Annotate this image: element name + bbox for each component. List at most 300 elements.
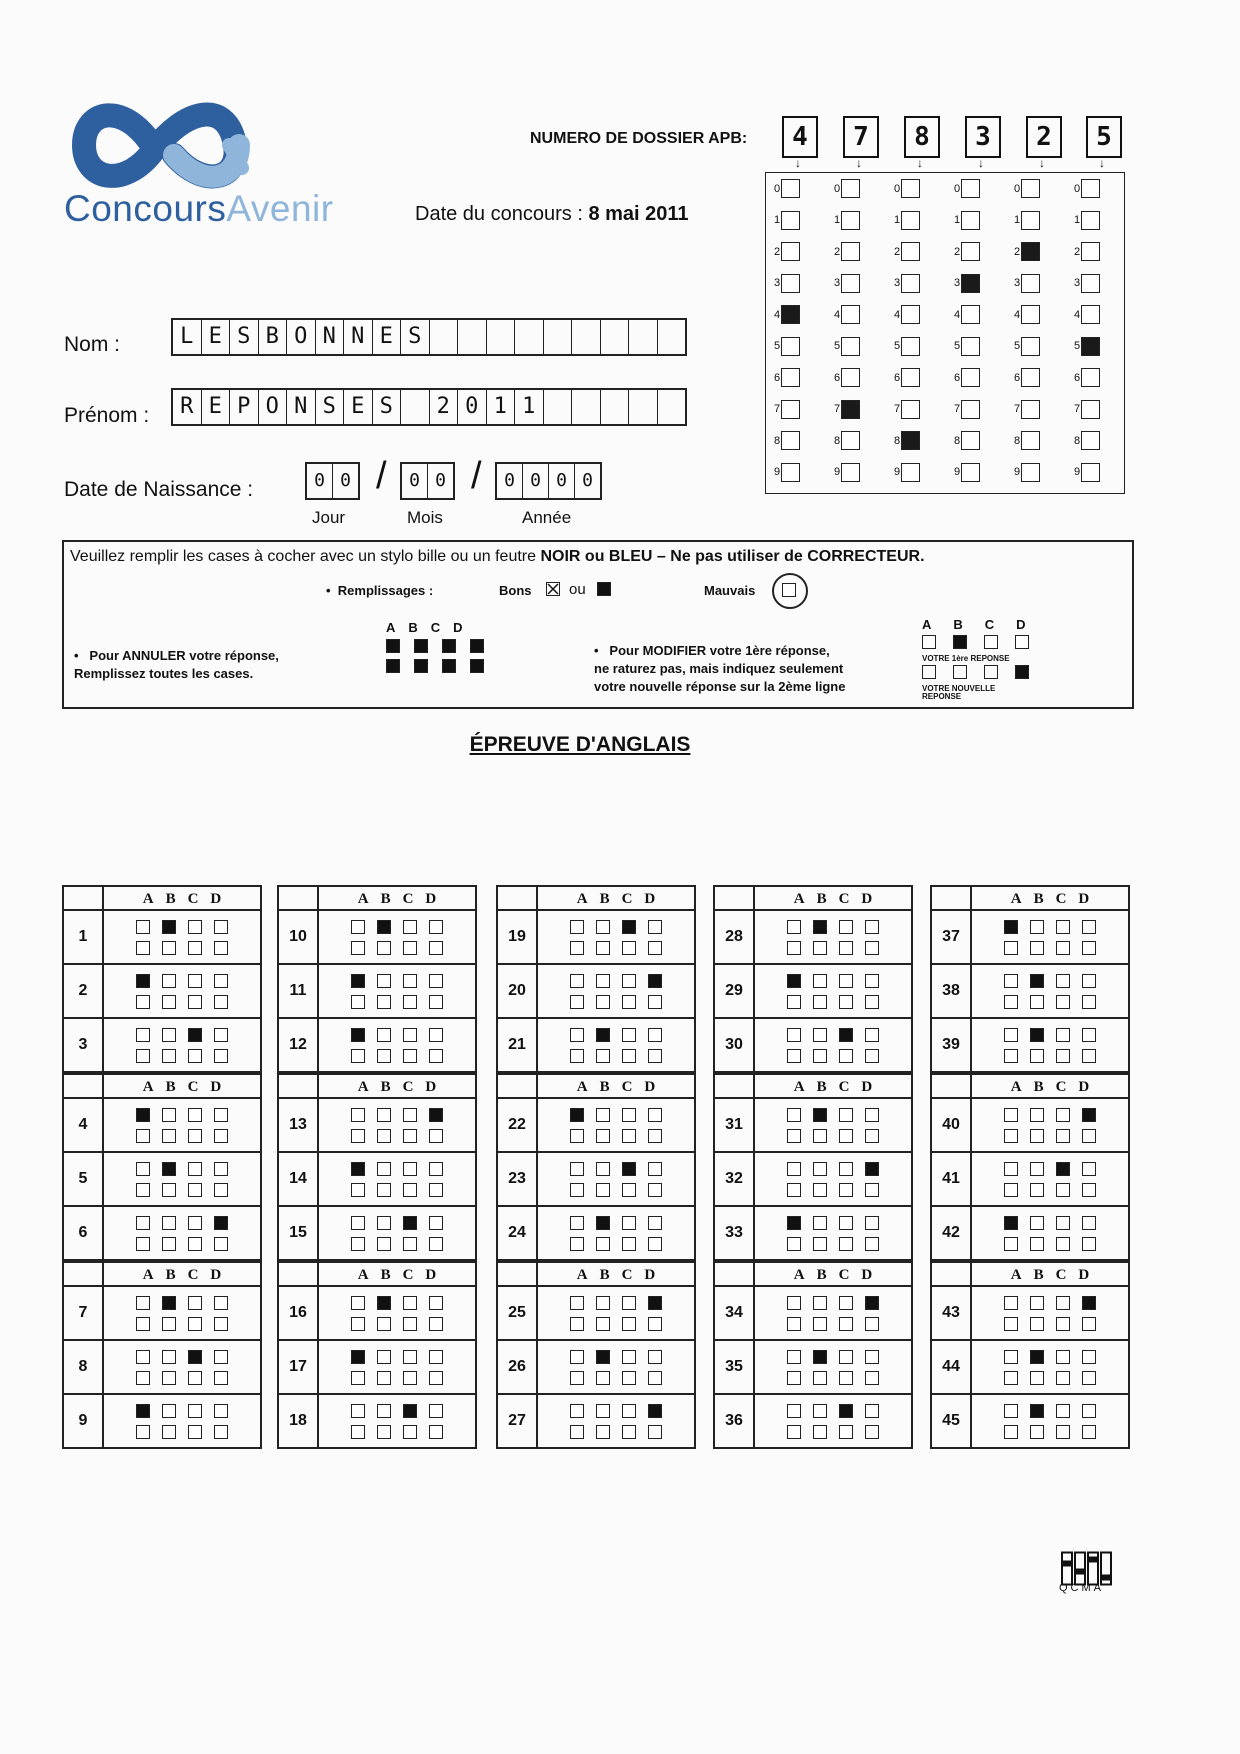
answer-checkbox[interactable]	[188, 1404, 202, 1418]
answer-checkbox[interactable]	[570, 1183, 584, 1197]
answer-checkbox[interactable]	[1030, 1371, 1044, 1385]
answer-checkbox[interactable]	[351, 1425, 365, 1439]
char-box[interactable]: 0	[402, 464, 428, 498]
answer-checkbox[interactable]	[1082, 941, 1096, 955]
answer-checkbox[interactable]	[1056, 1237, 1070, 1251]
answer-checkbox[interactable]	[596, 1183, 610, 1197]
answer-checkbox[interactable]	[1004, 974, 1018, 988]
apb-checkbox[interactable]	[781, 400, 800, 419]
apb-checkbox[interactable]	[1021, 431, 1040, 450]
answer-checkbox[interactable]	[188, 1317, 202, 1331]
answer-checkbox[interactable]	[570, 1296, 584, 1310]
char-box[interactable]: S	[401, 320, 430, 354]
answer-checkbox[interactable]	[1030, 1296, 1044, 1310]
apb-checkbox[interactable]	[1021, 305, 1040, 324]
apb-checkbox[interactable]	[1081, 179, 1100, 198]
answer-checkbox[interactable]	[622, 1371, 636, 1385]
answer-checkbox[interactable]	[596, 920, 610, 934]
answer-checkbox[interactable]	[351, 1108, 365, 1122]
answer-checkbox[interactable]	[377, 1108, 391, 1122]
answer-checkbox[interactable]	[377, 1350, 391, 1364]
answer-checkbox[interactable]	[377, 1404, 391, 1418]
char-box[interactable]: E	[373, 320, 402, 354]
answer-checkbox[interactable]	[570, 1049, 584, 1063]
answer-checkbox[interactable]	[1004, 1028, 1018, 1042]
apb-bubble[interactable]	[1074, 431, 1100, 450]
answer-checkbox[interactable]	[813, 1404, 827, 1418]
char-box[interactable]	[401, 390, 430, 424]
apb-checkbox[interactable]	[1081, 242, 1100, 261]
answer-checkbox[interactable]	[596, 1425, 610, 1439]
answer-checkbox[interactable]	[1030, 1129, 1044, 1143]
answer-checkbox[interactable]	[622, 1049, 636, 1063]
answer-checkbox[interactable]	[648, 1425, 662, 1439]
answer-checkbox[interactable]	[1030, 920, 1044, 934]
answer-checkbox[interactable]	[648, 1216, 662, 1230]
answer-checkbox[interactable]	[1082, 974, 1096, 988]
answer-checkbox[interactable]	[1082, 1425, 1096, 1439]
answer-checkbox[interactable]	[351, 1183, 365, 1197]
answer-checkbox[interactable]	[162, 1371, 176, 1385]
answer-checkbox[interactable]	[865, 1216, 879, 1230]
answer-checkbox[interactable]	[813, 995, 827, 1009]
answer-checkbox[interactable]	[214, 1049, 228, 1063]
answer-checkbox[interactable]	[214, 1216, 228, 1230]
apb-checkbox[interactable]	[781, 463, 800, 482]
answer-checkbox[interactable]	[570, 974, 584, 988]
apb-bubble[interactable]	[954, 179, 980, 198]
answer-checkbox[interactable]	[136, 1183, 150, 1197]
answer-checkbox[interactable]	[570, 1350, 584, 1364]
char-box[interactable]: 2	[430, 390, 459, 424]
char-box[interactable]: 0	[523, 464, 549, 498]
apb-bubble[interactable]	[1014, 211, 1040, 230]
answer-checkbox[interactable]	[622, 974, 636, 988]
answer-checkbox[interactable]	[1004, 1404, 1018, 1418]
answer-checkbox[interactable]	[214, 1350, 228, 1364]
answer-checkbox[interactable]	[351, 1049, 365, 1063]
answer-checkbox[interactable]	[648, 1049, 662, 1063]
apb-bubble[interactable]	[1014, 463, 1040, 482]
answer-checkbox[interactable]	[1056, 1371, 1070, 1385]
answer-checkbox[interactable]	[1004, 920, 1018, 934]
apb-checkbox[interactable]	[961, 337, 980, 356]
answer-checkbox[interactable]	[570, 1216, 584, 1230]
answer-checkbox[interactable]	[813, 974, 827, 988]
answer-checkbox[interactable]	[162, 1296, 176, 1310]
apb-bubble[interactable]	[774, 305, 800, 324]
answer-checkbox[interactable]	[570, 995, 584, 1009]
answer-checkbox[interactable]	[648, 920, 662, 934]
answer-checkbox[interactable]	[162, 1237, 176, 1251]
answer-checkbox[interactable]	[403, 1129, 417, 1143]
answer-checkbox[interactable]	[351, 1404, 365, 1418]
answer-checkbox[interactable]	[429, 1371, 443, 1385]
answer-checkbox[interactable]	[377, 920, 391, 934]
answer-checkbox[interactable]	[214, 1296, 228, 1310]
answer-checkbox[interactable]	[214, 1317, 228, 1331]
answer-checkbox[interactable]	[214, 1183, 228, 1197]
answer-checkbox[interactable]	[1004, 941, 1018, 955]
answer-checkbox[interactable]	[403, 941, 417, 955]
answer-checkbox[interactable]	[570, 1371, 584, 1385]
apb-checkbox[interactable]	[841, 242, 860, 261]
answer-checkbox[interactable]	[865, 941, 879, 955]
answer-checkbox[interactable]	[429, 1183, 443, 1197]
apb-bubble[interactable]	[894, 305, 920, 324]
answer-checkbox[interactable]	[1056, 1425, 1070, 1439]
apb-checkbox[interactable]	[841, 400, 860, 419]
apb-bubble[interactable]	[954, 211, 980, 230]
char-box[interactable]: 0	[497, 464, 523, 498]
answer-checkbox[interactable]	[1082, 1296, 1096, 1310]
answer-checkbox[interactable]	[136, 1296, 150, 1310]
answer-checkbox[interactable]	[839, 1404, 853, 1418]
answer-checkbox[interactable]	[622, 1028, 636, 1042]
answer-checkbox[interactable]	[813, 920, 827, 934]
answer-checkbox[interactable]	[839, 1317, 853, 1331]
answer-checkbox[interactable]	[596, 1216, 610, 1230]
apb-checkbox[interactable]	[1021, 337, 1040, 356]
answer-checkbox[interactable]	[351, 920, 365, 934]
char-box[interactable]: N	[344, 320, 373, 354]
answer-checkbox[interactable]	[1082, 1162, 1096, 1176]
answer-checkbox[interactable]	[1004, 1108, 1018, 1122]
char-box[interactable]	[658, 390, 686, 424]
answer-checkbox[interactable]	[188, 995, 202, 1009]
apb-bubble[interactable]	[894, 337, 920, 356]
answer-checkbox[interactable]	[865, 1183, 879, 1197]
answer-checkbox[interactable]	[865, 1425, 879, 1439]
answer-checkbox[interactable]	[1056, 1317, 1070, 1331]
char-box[interactable]: S	[316, 390, 345, 424]
answer-checkbox[interactable]	[403, 974, 417, 988]
answer-checkbox[interactable]	[839, 941, 853, 955]
answer-checkbox[interactable]	[865, 1371, 879, 1385]
char-box[interactable]	[629, 320, 658, 354]
answer-checkbox[interactable]	[351, 1296, 365, 1310]
apb-bubble[interactable]	[774, 337, 800, 356]
answer-checkbox[interactable]	[570, 1028, 584, 1042]
answer-checkbox[interactable]	[787, 941, 801, 955]
char-box[interactable]: P	[230, 390, 259, 424]
answer-checkbox[interactable]	[622, 1404, 636, 1418]
answer-checkbox[interactable]	[1082, 1028, 1096, 1042]
apb-checkbox[interactable]	[1081, 305, 1100, 324]
char-box[interactable]: 0	[549, 464, 575, 498]
apb-checkbox[interactable]	[961, 211, 980, 230]
answer-checkbox[interactable]	[596, 941, 610, 955]
answer-checkbox[interactable]	[787, 1317, 801, 1331]
apb-checkbox[interactable]	[961, 242, 980, 261]
answer-checkbox[interactable]	[162, 1028, 176, 1042]
answer-checkbox[interactable]	[839, 1183, 853, 1197]
answer-checkbox[interactable]	[1056, 1028, 1070, 1042]
apb-bubble[interactable]	[894, 431, 920, 450]
answer-checkbox[interactable]	[1082, 995, 1096, 1009]
answer-checkbox[interactable]	[188, 1162, 202, 1176]
answer-checkbox[interactable]	[839, 1237, 853, 1251]
answer-checkbox[interactable]	[1030, 1425, 1044, 1439]
answer-checkbox[interactable]	[622, 1425, 636, 1439]
apb-bubble[interactable]	[834, 463, 860, 482]
apb-digit-box[interactable]: 4	[782, 116, 818, 158]
apb-bubble[interactable]	[1014, 431, 1040, 450]
answer-checkbox[interactable]	[1030, 1028, 1044, 1042]
answer-checkbox[interactable]	[351, 941, 365, 955]
answer-checkbox[interactable]	[865, 1162, 879, 1176]
answer-checkbox[interactable]	[188, 1350, 202, 1364]
answer-checkbox[interactable]	[813, 1237, 827, 1251]
answer-checkbox[interactable]	[162, 1404, 176, 1418]
answer-checkbox[interactable]	[1004, 1129, 1018, 1143]
answer-checkbox[interactable]	[1004, 1216, 1018, 1230]
answer-checkbox[interactable]	[570, 920, 584, 934]
char-box[interactable]: N	[287, 390, 316, 424]
apb-checkbox[interactable]	[1081, 337, 1100, 356]
answer-checkbox[interactable]	[813, 1183, 827, 1197]
answer-checkbox[interactable]	[377, 1425, 391, 1439]
apb-bubble[interactable]	[954, 337, 980, 356]
apb-checkbox[interactable]	[841, 337, 860, 356]
apb-bubble[interactable]	[834, 305, 860, 324]
answer-checkbox[interactable]	[839, 974, 853, 988]
answer-checkbox[interactable]	[403, 1183, 417, 1197]
answer-checkbox[interactable]	[1082, 1129, 1096, 1143]
answer-checkbox[interactable]	[429, 1049, 443, 1063]
answer-checkbox[interactable]	[377, 974, 391, 988]
answer-checkbox[interactable]	[1082, 1108, 1096, 1122]
answer-checkbox[interactable]	[596, 1162, 610, 1176]
answer-checkbox[interactable]	[622, 995, 636, 1009]
answer-checkbox[interactable]	[214, 995, 228, 1009]
answer-checkbox[interactable]	[1056, 941, 1070, 955]
char-box[interactable]: E	[202, 390, 231, 424]
answer-checkbox[interactable]	[1004, 1425, 1018, 1439]
answer-checkbox[interactable]	[403, 1350, 417, 1364]
answer-checkbox[interactable]	[136, 1404, 150, 1418]
apb-checkbox[interactable]	[1081, 274, 1100, 293]
answer-checkbox[interactable]	[351, 974, 365, 988]
answer-checkbox[interactable]	[136, 1317, 150, 1331]
answer-checkbox[interactable]	[813, 1317, 827, 1331]
apb-checkbox[interactable]	[841, 179, 860, 198]
answer-checkbox[interactable]	[1056, 920, 1070, 934]
answer-checkbox[interactable]	[1082, 1237, 1096, 1251]
answer-checkbox[interactable]	[188, 1183, 202, 1197]
answer-checkbox[interactable]	[162, 1129, 176, 1143]
answer-checkbox[interactable]	[813, 1371, 827, 1385]
char-box[interactable]	[544, 390, 573, 424]
answer-checkbox[interactable]	[787, 920, 801, 934]
answer-checkbox[interactable]	[648, 974, 662, 988]
apb-checkbox[interactable]	[961, 274, 980, 293]
answer-checkbox[interactable]	[1056, 1183, 1070, 1197]
answer-checkbox[interactable]	[188, 1216, 202, 1230]
apb-bubble[interactable]	[834, 274, 860, 293]
answer-checkbox[interactable]	[429, 1350, 443, 1364]
answer-checkbox[interactable]	[429, 1108, 443, 1122]
char-box[interactable]	[601, 320, 630, 354]
char-box[interactable]: E	[202, 320, 231, 354]
apb-bubble[interactable]	[954, 368, 980, 387]
apb-checkbox[interactable]	[781, 242, 800, 261]
answer-checkbox[interactable]	[787, 1404, 801, 1418]
apb-bubble[interactable]	[894, 400, 920, 419]
apb-bubble[interactable]	[954, 242, 980, 261]
answer-checkbox[interactable]	[1030, 1162, 1044, 1176]
answer-checkbox[interactable]	[865, 1404, 879, 1418]
answer-checkbox[interactable]	[1030, 1108, 1044, 1122]
apb-checkbox[interactable]	[841, 274, 860, 293]
answer-checkbox[interactable]	[648, 941, 662, 955]
answer-checkbox[interactable]	[787, 1350, 801, 1364]
answer-checkbox[interactable]	[1082, 1404, 1096, 1418]
apb-bubble[interactable]	[894, 242, 920, 261]
answer-checkbox[interactable]	[136, 1216, 150, 1230]
answer-checkbox[interactable]	[377, 1049, 391, 1063]
answer-checkbox[interactable]	[865, 1296, 879, 1310]
answer-checkbox[interactable]	[622, 1317, 636, 1331]
answer-checkbox[interactable]	[596, 1028, 610, 1042]
char-box[interactable]: O	[259, 390, 288, 424]
apb-checkbox[interactable]	[901, 274, 920, 293]
answer-checkbox[interactable]	[1030, 995, 1044, 1009]
answer-checkbox[interactable]	[787, 1028, 801, 1042]
char-box[interactable]: O	[287, 320, 316, 354]
answer-checkbox[interactable]	[570, 1404, 584, 1418]
apb-checkbox[interactable]	[781, 211, 800, 230]
apb-checkbox[interactable]	[1021, 400, 1040, 419]
char-box[interactable]: L	[173, 320, 202, 354]
answer-checkbox[interactable]	[403, 1237, 417, 1251]
char-box[interactable]	[572, 320, 601, 354]
char-box[interactable]	[629, 390, 658, 424]
answer-checkbox[interactable]	[648, 1162, 662, 1176]
apb-bubble[interactable]	[894, 463, 920, 482]
apb-bubble[interactable]	[1014, 242, 1040, 261]
apb-checkbox[interactable]	[841, 211, 860, 230]
answer-checkbox[interactable]	[136, 1108, 150, 1122]
answer-checkbox[interactable]	[188, 941, 202, 955]
answer-checkbox[interactable]	[570, 941, 584, 955]
dob-mois-field[interactable]	[400, 462, 455, 500]
answer-checkbox[interactable]	[648, 1350, 662, 1364]
answer-checkbox[interactable]	[1004, 1350, 1018, 1364]
answer-checkbox[interactable]	[648, 1183, 662, 1197]
answer-checkbox[interactable]	[1056, 1350, 1070, 1364]
answer-checkbox[interactable]	[403, 920, 417, 934]
answer-checkbox[interactable]	[1030, 974, 1044, 988]
answer-checkbox[interactable]	[813, 1216, 827, 1230]
apb-bubble[interactable]	[1074, 368, 1100, 387]
char-box[interactable]: 0	[340, 470, 351, 491]
apb-checkbox[interactable]	[781, 305, 800, 324]
answer-checkbox[interactable]	[787, 1371, 801, 1385]
prenom-field[interactable]	[171, 388, 687, 426]
apb-digit-box[interactable]: 5	[1086, 116, 1122, 158]
answer-checkbox[interactable]	[622, 1237, 636, 1251]
answer-checkbox[interactable]	[351, 1371, 365, 1385]
answer-checkbox[interactable]	[377, 1296, 391, 1310]
answer-checkbox[interactable]	[1082, 1371, 1096, 1385]
answer-checkbox[interactable]	[596, 1049, 610, 1063]
answer-checkbox[interactable]	[162, 1350, 176, 1364]
apb-checkbox[interactable]	[1021, 463, 1040, 482]
apb-checkbox[interactable]	[901, 305, 920, 324]
answer-checkbox[interactable]	[622, 1129, 636, 1143]
answer-checkbox[interactable]	[1082, 920, 1096, 934]
answer-checkbox[interactable]	[865, 1237, 879, 1251]
answer-checkbox[interactable]	[429, 974, 443, 988]
apb-checkbox[interactable]	[1081, 368, 1100, 387]
answer-checkbox[interactable]	[377, 995, 391, 1009]
answer-checkbox[interactable]	[351, 1162, 365, 1176]
answer-checkbox[interactable]	[136, 1028, 150, 1042]
answer-checkbox[interactable]	[403, 1049, 417, 1063]
answer-checkbox[interactable]	[136, 1371, 150, 1385]
answer-checkbox[interactable]	[1082, 1317, 1096, 1331]
answer-checkbox[interactable]	[596, 1371, 610, 1385]
apb-checkbox[interactable]	[1021, 368, 1040, 387]
answer-checkbox[interactable]	[839, 1108, 853, 1122]
answer-checkbox[interactable]	[865, 1028, 879, 1042]
apb-checkbox[interactable]	[841, 305, 860, 324]
char-box[interactable]: 0	[307, 464, 333, 498]
answer-checkbox[interactable]	[622, 941, 636, 955]
apb-bubble[interactable]	[834, 211, 860, 230]
apb-checkbox[interactable]	[1021, 179, 1040, 198]
answer-checkbox[interactable]	[214, 1028, 228, 1042]
answer-checkbox[interactable]	[839, 1028, 853, 1042]
apb-checkbox[interactable]	[961, 463, 980, 482]
answer-checkbox[interactable]	[429, 1425, 443, 1439]
char-box[interactable]: B	[259, 320, 288, 354]
apb-checkbox[interactable]	[961, 368, 980, 387]
apb-bubble[interactable]	[1074, 274, 1100, 293]
answer-checkbox[interactable]	[648, 1404, 662, 1418]
answer-checkbox[interactable]	[570, 1317, 584, 1331]
answer-checkbox[interactable]	[162, 920, 176, 934]
apb-bubble[interactable]	[834, 179, 860, 198]
apb-checkbox[interactable]	[961, 400, 980, 419]
apb-bubble[interactable]	[894, 179, 920, 198]
answer-checkbox[interactable]	[162, 974, 176, 988]
answer-checkbox[interactable]	[865, 974, 879, 988]
answer-checkbox[interactable]	[188, 1028, 202, 1042]
answer-checkbox[interactable]	[622, 1350, 636, 1364]
answer-checkbox[interactable]	[214, 974, 228, 988]
answer-checkbox[interactable]	[596, 1129, 610, 1143]
answer-checkbox[interactable]	[813, 1425, 827, 1439]
char-box[interactable]	[658, 320, 686, 354]
apb-checkbox[interactable]	[901, 463, 920, 482]
answer-checkbox[interactable]	[622, 1216, 636, 1230]
apb-checkbox[interactable]	[1081, 211, 1100, 230]
apb-checkbox[interactable]	[901, 179, 920, 198]
answer-checkbox[interactable]	[1004, 1296, 1018, 1310]
answer-checkbox[interactable]	[1004, 1162, 1018, 1176]
answer-checkbox[interactable]	[214, 1129, 228, 1143]
answer-checkbox[interactable]	[377, 1028, 391, 1042]
answer-checkbox[interactable]	[1030, 1183, 1044, 1197]
char-box[interactable]	[515, 320, 544, 354]
answer-checkbox[interactable]	[162, 1162, 176, 1176]
answer-checkbox[interactable]	[1030, 1404, 1044, 1418]
answer-checkbox[interactable]	[1030, 1350, 1044, 1364]
answer-checkbox[interactable]	[351, 1129, 365, 1143]
apb-bubble[interactable]	[954, 463, 980, 482]
